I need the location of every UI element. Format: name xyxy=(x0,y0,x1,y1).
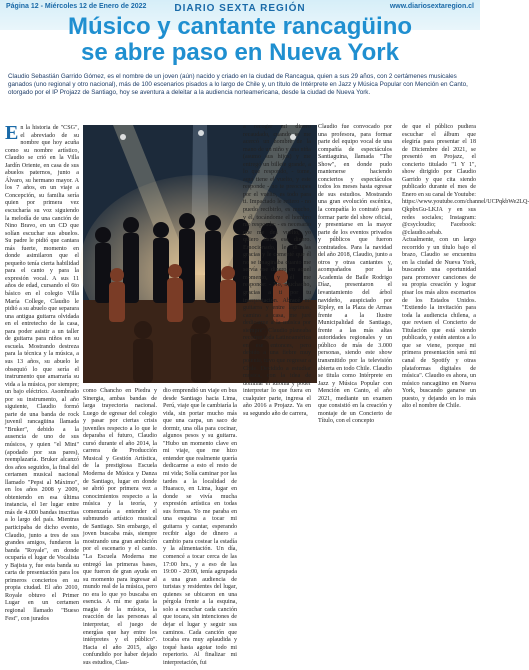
article-headline xyxy=(0,14,480,66)
article-column-4: a recoger mi dinero recaudado, cuando se me acercó un hombre de la mano de un niño y una niña (asumo sus hijos) y me entregó un billete grande, a lo que respondo, - tome, aquí tiene el vuelto, y este responde - no te preocupes por el vuelto, es todo para ti. Impactado le reitero - no puedo recibirlo, es mucho, y él, tocándome el hombro me responde: - es necesario que me des vuelto, yo quiero darte ese dinero. Emocionado, le di las gracias y le comenté que él no se imaginaba cuanto me servía ese dinero en aquel momento, y él me responde: - No, muchacho, gracias a ti por tu interpretación. Abracé mi guitarra y entre lágrimas, camino a casa, me juré dedicarme a la música por siempre". Claudio planeaba recorrer toda Latinoamérica en ese entonces, pero debido a una fiebre muy potente, tuvo que regresar a Chile. Decidido a estudiar música, con la idea de dominar el idioma y poder interpretar lo que fuera en cualquier parte, ingresa el año 2016 a Projazz. Ya en su segundo año de carrera, xyxy=(243,124,312,417)
article-column-5: Claudio fue convocado por una profesora, para formar parte del equipo vocal de una compañía de espectáculos Santiaguina, llamada "The Show", en donde pudo mantenerse haciendo conciertos y espectáculos todos los meses hasta egresar de sus estudios. Mostrando una gran evolución escénica, la compañía lo contrató para formar parte del show oficial, y presentarse en la mayor parte de los eventos privados y públicos que fueron contratados. Para la navidad del año 2018, Claudio, junto a otros y otras cantantes y, acompañados por la Academia de Baile Rodrigo Díaz, presentaron el levantamiento del árbol navideño, auspiciado por Ripley, en la Plaza de Armas frente a la Ilustre Municipalidad de Santiago, frente a las más altas autoridades regionales y un público de más de 3.000 personas, siendo este show transmitido por la televisión abierta en todo Chile. Claudio se titula como Intérprete en Jazz y Música Popular con Mención en Canto, el año 2021, mediante un examen que consistió en la creación y montaje de un Concierto de Título, con el concepto xyxy=(318,124,392,425)
headline-line-2: se abre paso en Nueva York xyxy=(81,39,399,66)
article-column-6: de que el público pudiera escuchar el álbum que elegiría para presentar el 18 de Diciembre del 2021, se presentó en Projazz, el concierto titulado "1 Y 1", show dirigido por Claudio Garrido y que cita siendo publicado durante el mes de Enero en su canal de Youtube: https://www.youtube.com/channel/UCPqkbWe2LQ-QkpbxGu-LKJA y en sus redes sociales; Instagram: @csycloudio; Facebook: @claudio.sebab. Actualmente, con un largo recorrido y un título bajo el brazo, Claudio se encuentra en la ciudad de Nueva York, buscando una oportunidad para promover canciones de su propia creación y lograr pisar los más altos escenarios de los Estados Unidos. "Extiendo la invitación para toda la audiencia chilena, a que revisen el Concierto de Titulación que está siendo publicado, y estén atentos a lo que se viene, porque mi primera presentación será mi canal de Spotify y otras plataformas digitales de música". Claudio es ahora, un músico rancagüino en Nueva York, buscando ganarse un puesto, y dejando en lo más alto el nombre de Chile. xyxy=(402,124,529,410)
article-column-2: como Chancho en Piedra y Sinergia, ambas bandas de larga trayectoria nacional. Luego de egresar del colegio y pasar por ciertas crisis juveniles respecto a lo que le deparaba el futuro, Claudio cursó durante el año 2014, la carrera de Producción Musical y Gestión Artística, de la prestigiosa Escuela Moderna de Música y Danza de Santiago, lugar en donde se abrió por primera vez a conocimientos respecto a la música y la teoría, y comenzaría a entender el submundo artístico musical de Santiago. Sin embargo, el joven buscaba más, siempre mostrando una gran ambición por el escenario y el canto. "La Escuela Moderna me entregó las primeras bases, que fueron de gran ayuda en su momento para ingresar al mundo real de la música, pero no era lo que yo buscaba en esencia. A mí me gusta la magia de la música, la reacción de las personas al interpretar, el juego de energías que hay entre los intérpretes y el público". Hacia el año 2015, algo confundido por haber dejado sus estudios, Clau- xyxy=(83,388,157,666)
headline-line-1: Músico y cantante rancagüino xyxy=(67,13,413,40)
website-link[interactable]: www.diariosextaregion.cl xyxy=(389,3,474,10)
article-lead: Claudio Sebastián Garrido Gómez, es el nombre de un joven (aún) nacido y criado en la ciudad de Rancagua, quien a sus 29 años, con 2 certámenes musicales ganados (uno regional y otro nacional), más de 100 escenarios pisados a lo largo de Chile y, un título de Intérprete en Jazz y Música Popular con Mención en Canto, otorgado por el IP Projazz de Santiago, hoy se aventura a deleitar a la audiencia norteamericana, desde la ciudad de Nueva York. xyxy=(8,73,468,97)
page-info: Página 12 - Miércoles 12 de Enero de 2022 xyxy=(6,3,147,10)
brand-name: DIARIO SEXTA REGIÓN xyxy=(174,3,306,14)
drop-cap: E xyxy=(5,122,19,144)
article-column-1 xyxy=(5,122,79,623)
article-column-3: dio emprendió un viaje en bus desde Santiago hacia Lima, Perú, viaje que le cambiaría la vida, sin portar mucho más que una carpa, un saco de dormir, una olla para cocinar, algunos pesos y su guitarra. "Hubo un momento clave en mi viaje, que me hizo entender que realmente quería dedicarme a esto el resto de mi vida; Solía caminar por las tardes a la localidad de Huaraco, en Lima, lugar en donde se vivía mucha expresión artística en todas sus formas. Yo me paraba en una esquina a tocar mi guitarra y cantar, esperando recibir algo de dinero a cambio para costear la estadía y la alimentación. Un día, comencé a tocar cerca de las 17:00 hrs., y a eso de las 19:00 - 20:00, tenía agrupada a una gran audiencia de turistas y residentes del lugar, quienes se ubicaron en una pérgola frente a la esquina, solo a escuchar cada canción que tocara, sin intenciones de dejar el lugar y seguir sus caminos. Cada canción que tocaba era muy aplaudida y toqué hasta agotar todo mi repertorio. Al finalizar mi interpretación, fui xyxy=(163,388,237,666)
column-1-text: n la historia de "CSG", el abreviado de su nombre que hoy acuña como su nombre artístico, Claudio se crió en la Villa Jardín Oriente, en casa de sus abuelos paternos, junto a Álvaro, su hermano mayor. A los 7 años, en un viaje a Concepción, su familia sería quien por primera vez escucharía su voz siguiendo la melodía de una canción de Nino Bravo, en un CD que solían escuchar sus abuelos. Su padre le pidió que cantara más fuerte, momento en donde asimilaron que el pequeño tenía cierta habilidad para el canto y para la expresión vocal. A sus 11 años de edad, cursando el 6to básico en el colegio Villa María College, Claudio le pidió a su abuelo que separara una antigua guitarra olvidada en el entretecho de la casa, para poder asistir a un taller de guitarra para niños en su escuela. Mostrando destreza para la técnica y la música, a sus 13 años, su abuelo le obsequió lo que sería el instrumento que amarraría su vida a la música, por siempre; un bajo eléctrico. Asombrado por su instrumento, al año siguiente, Claudio formó parte de una banda de rock juvenil rancagüina llamada "Bruker", debido a la ausencia de uno de sus músicos, y quien "el Mini" (apodado por sus pares), reemplazaría. Bruker alcanzó dos años seguidos, la final del certamen musical nacional llamado "Pepsi al Máximo", en los años 2008 y 2009, obteniendo en esa última instancia, el 1er lugar entre más de 4.000 bandas inscritas a lo largo del país. Mientras participaba de dicho evento, Claudio, junto a tres de sus grandes amigos, fundaron la banda "Royale", en donde ocuparía el lugar de Vocalista y Bajista y, fue esta banda su carta de presentación para los primeros conciertos en su propia ciudad. El año 2010, Royale obtuvo el Primer Lugar en un certamen regional llamado "Bueso Fest", con jurados xyxy=(5,125,79,622)
